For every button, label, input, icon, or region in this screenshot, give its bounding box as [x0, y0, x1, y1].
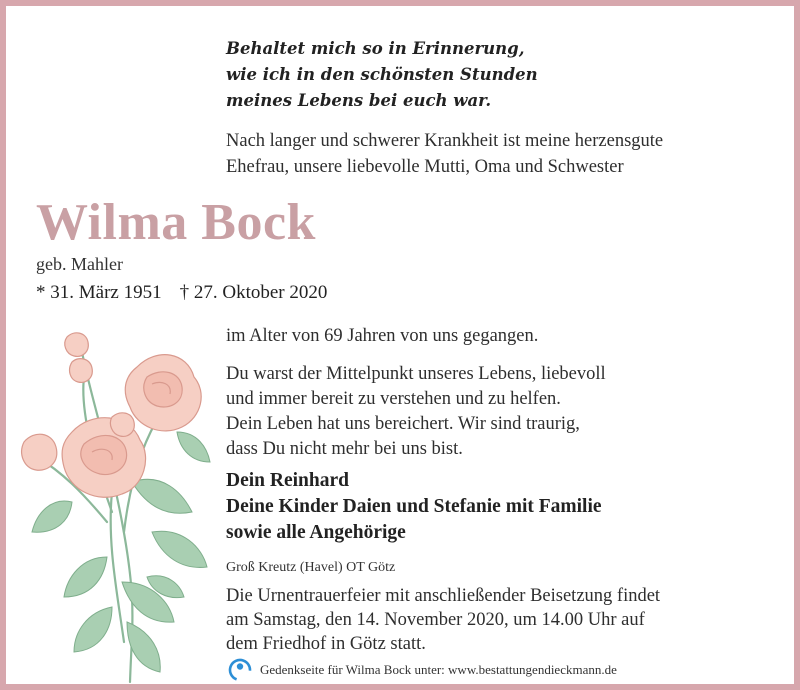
- motto-line: wie ich in den schönsten Stunden: [226, 65, 538, 84]
- mourner-line: Dein Reinhard: [226, 470, 349, 491]
- ceremony-line: am Samstag, den 14. November 2020, um 14.00 Uhr auf: [226, 610, 645, 630]
- memorial-page-link[interactable]: Gedenkseite für Wilma Bock unter: www.bestattungendieckmann.de: [260, 662, 617, 677]
- intro-text: [226, 128, 786, 180]
- death-date: † 27. Oktober 2020: [179, 282, 328, 303]
- ceremony-line: dem Friedhof in Götz statt.: [226, 634, 426, 654]
- mourners-list: [226, 468, 786, 546]
- rose-bouquet-illustration: [12, 322, 222, 688]
- memorial-page-footer: [228, 658, 617, 682]
- motto-line: Behaltet mich so in Erinnerung,: [226, 39, 525, 58]
- birth-date: * 31. März 1951: [36, 282, 162, 303]
- birth-name: geb. Mahler: [36, 254, 123, 274]
- mourner-line: sowie alle Angehörige: [226, 522, 406, 543]
- ceremony-details: [226, 584, 786, 656]
- poem-line: Du warst der Mittelpunkt unseres Lebens, liebevoll: [226, 364, 606, 384]
- location-line: Groß Kreutz (Havel) OT Götz: [226, 560, 396, 575]
- funeral-home-logo-icon: [228, 658, 252, 682]
- intro-line: Nach langer und schwerer Krankheit ist meine herzensgute: [226, 131, 664, 151]
- poem-line: und immer bereit zu verstehen und zu helfen.: [226, 389, 561, 409]
- ceremony-line: Die Urnentrauerfeier mit anschließender Beisetzung findet: [226, 586, 661, 606]
- intro-line: Ehefrau, unsere liebevolle Mutti, Oma und Schwester: [226, 157, 624, 177]
- poem-line: Dein Leben hat uns bereichert. Wir sind traurig,: [226, 414, 580, 434]
- mourner-line: Deine Kinder Daien und Stefanie mit Familie: [226, 496, 602, 517]
- motto-line: meines Lebens bei euch war.: [226, 91, 492, 110]
- life-dates: [36, 282, 345, 304]
- deceased-name: Wilma Bock: [36, 194, 316, 251]
- poem-line: dass Du nicht mehr bei uns bist.: [226, 439, 463, 459]
- memorial-poem: [226, 362, 786, 462]
- motto-verse: [226, 36, 646, 114]
- age-line: im Alter von 69 Jahren von uns gegangen.: [226, 326, 539, 346]
